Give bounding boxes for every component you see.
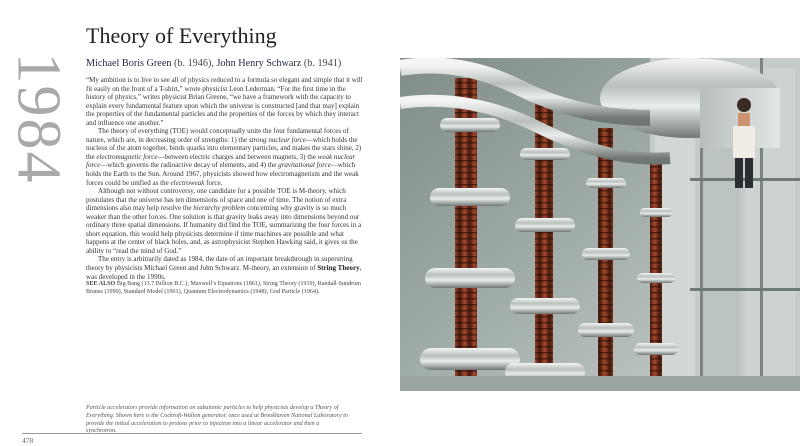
- p4-text-b: , was developed in the 1990s.: [86, 264, 362, 281]
- author-years-1: (b. 1946),: [173, 58, 214, 69]
- see-also-text: Big Bang (13.7 Billion B.C.), Maxwell’s Equations (1861), String Theory (1919), Randall-Sundrum Branes (1999), Standard Model (1961), Quantum Electrodynamics (1948), God Particle (1964).: [86, 281, 361, 295]
- page-number: 478: [22, 436, 34, 445]
- year-label: 1984: [4, 52, 73, 184]
- p2-text-a: The theory of everything (TOE) would conceptually unite the four fundamental forces of nature, which are, in decreasing order of strengths: 1) the: [86, 127, 349, 144]
- term-weak-force: weak nuclear force: [86, 152, 356, 170]
- footer-rule: [22, 433, 362, 434]
- paragraph-4: [86, 255, 366, 281]
- p3-text-a: Although not without controversy, one candidate for a possible TOE is M-theory, which postulates that the universe has ten dimensions of space and one of time. The notion of extra dimensions also may help resolve the: [86, 187, 347, 213]
- paragraph-1: “My ambition is to live to see all of physics reduced to a formula so elegant and simple that it will fit easily on the front of a T-shirt,” wrote physicist Leon Lederman. “For the first time in the history of physics,” writes physicist Brian Greene, “we have a framework with the capacity to explain every fundamental feature upon which the universe is constructed [and that may] explain the properties of the fundamental particles and the properties of the forces by which they interact and influence one another.”: [86, 76, 363, 127]
- term-strong-force: strong nuclear force: [248, 135, 306, 144]
- year-heading: [4, 28, 73, 208]
- article-body: [86, 76, 366, 297]
- link-string-theory: String Theory: [317, 264, 360, 273]
- paragraph-2: [86, 127, 366, 187]
- author-name-2: John Henry Schwarz: [216, 58, 302, 69]
- p2-text-f: force.: [204, 178, 223, 187]
- p2-text-b: —which holds the nucleus of the atom together, binds quarks into elementary particles, and makes the stars shine, 2) the: [86, 135, 362, 161]
- term-gravitational-force: gravitational force: [278, 161, 331, 170]
- p2-text-c: —between electric charges and between magnets, 3) the: [157, 152, 318, 161]
- term-electroweak: electroweak: [170, 178, 205, 187]
- p3-text-b: concerning why gravity is so much weaker than the other forces. One solution is that gravity leaks away into dimensions beyond our ordinary three spatial dimensions. If humanity did find the TOE, summarizing the four forces in a short equation, this would help physicists determine if time machines are possible and what happens at the center of black holes, and, as astrophysicist Stephen Hawking said, it gives us the ability to “read the mind of God.”: [86, 204, 362, 255]
- p4-text-a: The entry is arbitrarily dated as 1984, the date of an important breakthrough in superstring theory by physicists Michael Green and John Schwarz. M-theory, an extension of: [86, 255, 353, 273]
- see-also-label: SEE ALSO: [86, 281, 116, 288]
- author-name-1: Michael Boris Green: [86, 58, 172, 69]
- accelerator-photo: [400, 58, 800, 391]
- p2-text-e: —which holds the Earth to the Sun. Around 1967, physicists showed how electromagnetism and the weak forces could be unified as the: [86, 161, 359, 187]
- term-electromagnetic-force: electromagnetic force: [96, 152, 158, 161]
- authors-line: [86, 58, 386, 69]
- page-title: Theory of Everything: [86, 23, 277, 48]
- see-also: [86, 281, 366, 297]
- photo-caption: Particle accelerators provide information on subatomic particles to help physicists develop a Theory of Everything. Shown here is the Cockroft-Walton generator, once used at Brookhaven National Laboratory to provide the initial acceleration to protons prior to injection into a linear accelerator and then a synchrotron.: [86, 405, 348, 435]
- p2-text-d: —which governs the radioactive decay of elements, and 4) the: [100, 161, 279, 170]
- term-hierarchy-problem: hierarchy problem: [193, 204, 246, 213]
- author-years-2: (b. 1941): [303, 58, 342, 69]
- paragraph-3: [86, 187, 366, 255]
